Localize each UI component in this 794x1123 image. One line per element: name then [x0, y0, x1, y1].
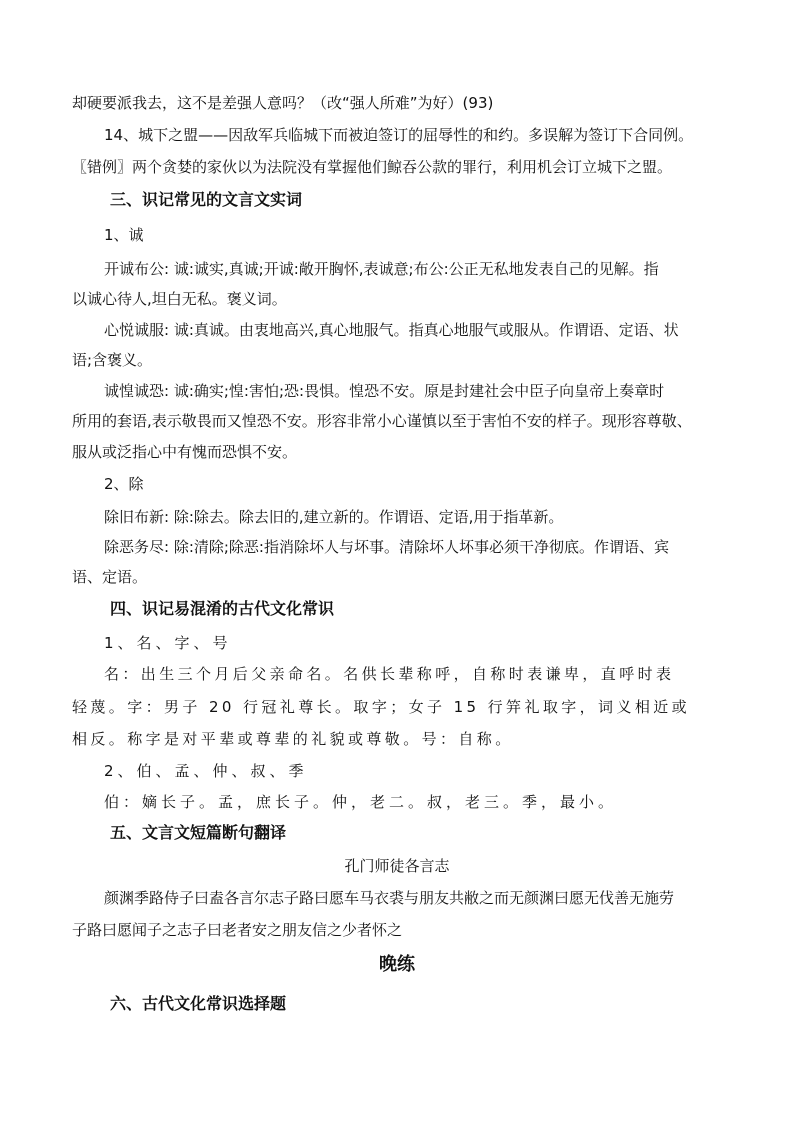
entry-xinyuechengfu-line-1: 心悦诚服: 诚:真诚。由衷地高兴,真心地服气。指真心地服气或服从。作谓语、定语、状	[104, 321, 679, 339]
entry-chuewujin-line-2: 语、定语。	[72, 568, 148, 586]
evening-practice-title: 晚练	[379, 954, 415, 975]
sibling-order-line: 伯：嫡长子。孟，庶长子。仲，老二。叔，老三。季，最小。	[104, 793, 618, 811]
name-style-line-1: 名：出生三个月后父亲命名。名供长辈称呼，自称时表谦卑，直呼时表	[104, 665, 675, 683]
entry-xinyuechengfu-line-2: 语;含褒义。	[72, 351, 153, 369]
passage-line-1: 颜渊季路侍子曰盍各言尔志子路曰愿车马衣裘与朋友共敝之而无颜渊曰愿无伐善无施劳	[104, 889, 675, 907]
entry-chuewujin-line-1: 除恶务尽: 除:清除;除恶:指消除坏人与坏事。清除坏人坏事必须干净彻底。作谓语、宾	[104, 538, 669, 556]
entry-kaichengbugong-line-2: 以诚心待人,坦白无私。褒义词。	[72, 290, 287, 308]
name-style-line-2: 轻蔑。字：男子 20 行冠礼尊长。取字；女子 15 行笄礼取字，词义相近或	[72, 698, 691, 716]
section-4-sub-2: 2、伯、孟、仲、叔、季	[104, 762, 308, 780]
section-6-heading: 六、古代文化常识选择题	[110, 994, 287, 1013]
entry-chujiubuxin: 除旧布新: 除:除去。除去旧的,建立新的。作谓语、定语,用于指革新。	[104, 508, 564, 526]
entry-kaichengbugong-line-1: 开诚布公: 诚:诚实,真诚;开诚:敞开胸怀,表诚意;布公:公正无私地发表自己的见解。指	[104, 260, 659, 278]
entry-chenghuangchengkong-line-1: 诚惶诚恐: 诚:确实;惶:害怕;恐:畏惧。惶恐不安。原是封建社会中臣子向皇帝上奏章时	[104, 382, 665, 400]
section-4-heading: 四、识记易混淆的古代文化常识	[110, 599, 335, 618]
passage-line-2: 子路曰愿闻子之志子曰老者安之朋友信之少者怀之	[72, 921, 403, 939]
passage-title: 孔门师徒各言志	[344, 857, 450, 875]
name-style-line-3: 相反。称字是对平辈或尊辈的礼貌或尊敬。号：自称。	[72, 730, 514, 748]
section-3-sub-1: 1、诚	[104, 226, 144, 244]
entry-chenghuangchengkong-line-2: 所用的套语,表示敬畏而又惶恐不安。形容非常小心谨慎以至于害怕不安的样子。现形容尊敬、	[72, 412, 692, 430]
item-14-definition: 14、城下之盟——因敌军兵临城下而被迫签订的屈辱性的和约。多误解为签订下合同例。	[104, 126, 694, 144]
section-4-sub-1: 1、名、字、号	[104, 634, 232, 652]
entry-chenghuangchengkong-line-3: 服从或泛指心中有愧而恐惧不安。	[72, 443, 298, 461]
intro-line: 却硬要派我去，这不是差强人意吗？（改“强人所难”为好）(93)	[72, 94, 494, 112]
section-3-heading: 三、识记常见的文言文实词	[110, 190, 303, 209]
item-14-wrong-example: 〖错例〗两个贪婪的家伙以为法院没有掌握他们鲸吞公款的罪行，利用机会订立城下之盟。	[72, 158, 673, 176]
section-3-sub-2: 2、除	[104, 475, 144, 493]
section-5-heading: 五、文言文短篇断句翻译	[110, 823, 287, 842]
